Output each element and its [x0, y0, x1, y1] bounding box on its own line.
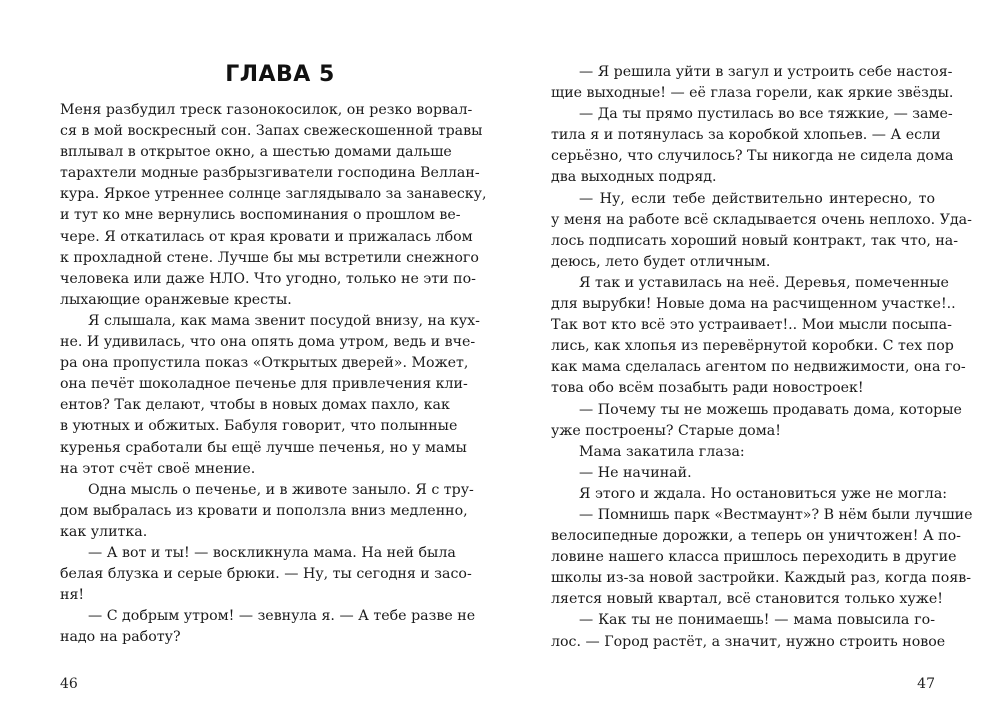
text-line: куренья сработали бы ещё лучше печенья, но у мамы [60, 439, 467, 456]
text-line: лыхающие оранжевые кресты. [60, 291, 292, 308]
text-line: надо на работу? [60, 629, 181, 646]
text-line: ся в мой воскресный сон. Запах свежескошенной травы [60, 123, 483, 140]
text-line: Я так и уставилась на неё. Деревья, помеченные [579, 274, 949, 291]
left-page [60, 0, 500, 724]
text-line: как улитка. [60, 523, 148, 540]
text-line: — Я решила уйти в загул и устроить себе настоя- [579, 64, 953, 80]
text-line: вплывал в открытое окно, а шестью домами дальше [60, 144, 452, 161]
text-line: Мама закатила глаза: [579, 443, 745, 460]
text-line: человека или даже НЛО. Что угодно, только не эти по- [60, 270, 476, 287]
text-line: това обо всём позабыть ради новостроек! [551, 380, 864, 397]
text-line: тила я и потянулась за коробкой хлопьев. — А если [551, 127, 941, 144]
text-line: ловине нашего класса пришлось переходить в другие [551, 549, 957, 566]
text-line: — Помнишь парк «Вестмаунт»? В нём были лучшие [579, 506, 973, 523]
text-line: к прохладной стене. Лучше бы мы встретили снежного [60, 249, 479, 266]
text-line: тарахтели модные разбрызгиватели господина Веллан- [60, 165, 480, 182]
left-page-text [60, 100, 487, 648]
text-line: два выходных подряд. [551, 169, 717, 186]
text-line: Меня разбудил треск газонокосилок, он резко ворвал- [60, 102, 473, 118]
text-line: серьёзно, что случилось? Ты никогда не сидела дома [551, 148, 954, 165]
text-line: велосипедные дорожки, а теперь он уничтожен! А по- [551, 528, 961, 545]
text-line: кура. Яркое утреннее солнце заглядывало за занавеску, [60, 186, 487, 203]
text-line: лись, как хлопья из перевёрнутой коробки. С тех пор [551, 338, 954, 355]
text-line: дом выбралась из кровати и поползла вниз медленно, [60, 502, 468, 519]
text-line: белая блузка и серые брюки. — Ну, ты сегодня и засо- [60, 566, 472, 583]
right-page [551, 0, 991, 724]
chapter-title: ГЛАВА 5 [225, 62, 335, 87]
text-line: Так вот кто всё это устраивает!.. Мои мысли посыпа- [551, 317, 952, 334]
text-line: уже построены? Старые дома! [551, 422, 781, 439]
text-line: — Почему ты не можешь продавать дома, которые [579, 401, 962, 418]
text-line: лось подписать хороший новый контракт, так что, на- [551, 232, 959, 249]
text-line: — С добрым утром! — зевнула я. — А тебе разве не [88, 608, 476, 625]
right-page-text [551, 62, 973, 653]
text-line: на этот счёт своё мнение. [60, 460, 256, 477]
text-line: лос. — Город растёт, а значит, нужно строить новое [551, 633, 946, 650]
text-line: — Ну, если тебе действительно интересно, то [579, 190, 935, 207]
text-line: не. И удивилась, что она опять дома утром, ведь и вче- [60, 334, 476, 351]
text-line: — Как ты не понимаешь! — мама повысила го- [579, 612, 935, 629]
text-line: она печёт шоколадное печенье для привлечения кли- [60, 376, 468, 393]
text-line: щие выходные! — её глаза горели, как яркие звёзды. [551, 85, 954, 102]
page-number-left: 46 [60, 676, 78, 692]
text-line: Я этого и ждала. Но остановиться уже не могла: [579, 485, 948, 502]
text-line: чере. Я откатилась от края кровати и прижалась лбом [60, 228, 473, 245]
text-line: для вырубки! Новые дома на расчищенном участке!.. [551, 296, 956, 313]
text-line: и тут ко мне вернулись воспоминания о прошлом ве- [60, 207, 461, 224]
text-line: в уютных и обжитых. Бабуля говорит, что полынные [60, 418, 458, 435]
text-line: Я слышала, как мама звенит посудой внизу, на кух- [88, 312, 480, 329]
text-line: ляется новый квартал, всё становится только хуже! [551, 591, 943, 608]
text-line: у меня на работе всё складывается очень неплохо. Уда- [551, 211, 972, 228]
text-line: как мама сделалась агентом по недвижимости, она го- [551, 359, 966, 376]
text-line: ра она пропустила показ «Открытых дверей». Может, [60, 355, 469, 372]
page-number-right: 47 [917, 676, 935, 692]
text-line: ентов? Так делают, чтобы в новых домах пахло, как [60, 397, 450, 414]
text-line: — А вот и ты! — воскликнула мама. На ней была [88, 544, 456, 561]
text-line: школы из-за новой застройки. Каждый раз, когда появ- [551, 570, 972, 587]
text-line: — Не начинай. [579, 464, 692, 481]
text-line: — Да ты прямо пустилась во все тяжкие, — заме- [579, 106, 953, 123]
text-line: Одна мысль о печенье, и в животе заныло. Я с тру- [88, 481, 474, 498]
text-line: деюсь, лето будет отличным. [551, 253, 771, 270]
text-line: ня! [60, 587, 85, 604]
